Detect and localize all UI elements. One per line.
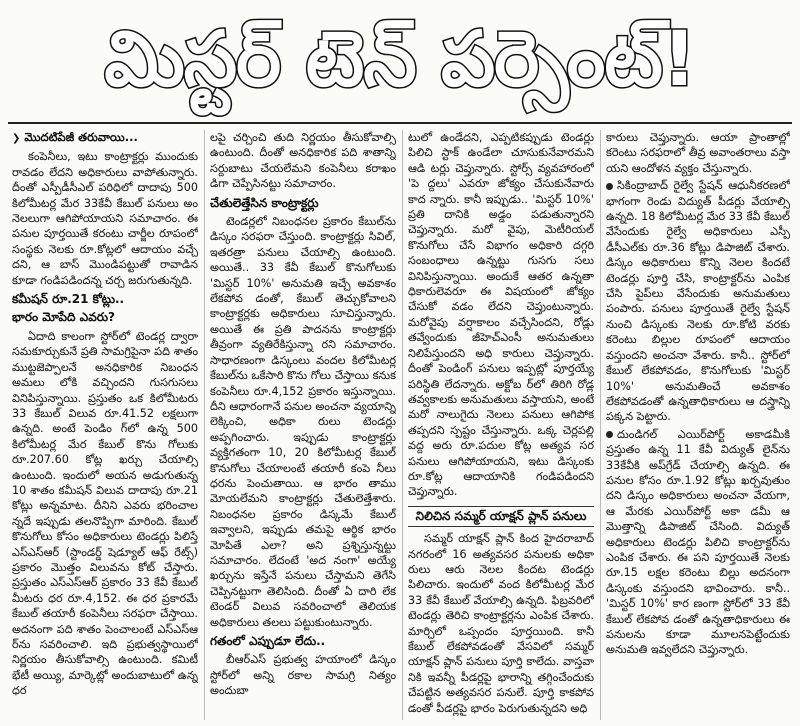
paragraph: బీఆర్ఎస్ ప్రభుత్వ హయాంలో డిస్కం స్టోర్‌లో అన్ని రకాల సామగ్రి నిత్యం అందుబా xyxy=(210,653,396,698)
bullet-icon xyxy=(606,431,613,438)
column-divider xyxy=(600,130,601,720)
paragraph: సికింద్రాబాద్ రైల్వే స్టేషన్ ఆధునీకరణలో భాగంగా రెండు విద్యుత్ పీడర్లు వేయాల్సి ఉన్నది. 18 కిలోమీటర్ల మేర 33 కేవీ కేబుల్ వేసేందుకు రైల్వే అధికారులు ఎస్పీ డీసీఎల్‌కు రూ.36 కోట్లు డిపాజిట్ చేశారు. డిస్కం అధికారులు కొన్ని నెలల కిందటే టెండర్లు పూర్తి చేసి, కాంట్రాక్టర్‌ను ఎంపిక చేసి పైప్‌లు వేసేందుకు అనుమతులు పంపారు. పనులు పూర్తయితే రైల్వే స్టేషన్ నుంచి డిస్కంకు నెలకు రూ.కోటి వరకు కరెంటు బిల్లుల రూపంలో ఆదాయం వస్తుందని అంచనా వేశారు. కానీ.. స్టోర్‌లో కేబుల్ లేకపోవడం, కొనుగోలుకు 'మిస్టర్ 10%' అనుమతించే అవకాశం లేకపోవడంతో ఉన్నతాధికారులు ఆ దస్త్రాన్ని పక్కన పెట్టారు. xyxy=(606,179,790,424)
subheading: గతంలో ఎప్పుడూ లేదు.. xyxy=(210,634,326,648)
column-divider xyxy=(402,130,403,720)
subheading: కమీషన్ రూ.21 కోట్లు.. xyxy=(12,292,125,307)
paragraph: లపై చర్చించి తుది నిర్ణయం తీసుకోవాల్సి ఉంటుంది. దీంతో అనధికారిక పది శాతాన్ని సర్దుబాటు చేయలేమని కంపెనీలు కరాఖం డిగా చెప్పేసినట్టు సమాచారం. xyxy=(210,131,396,191)
headline: మిస్టర్ టెన్ పర్సెంట్! xyxy=(104,14,696,103)
paragraph: ఏదాది కాలంగా స్టోర్‌లో టెండర్ల ద్వారా సమకూర్చుకునే ప్రతి సామగ్రిపైనా పది శాతం ముట్టజెప్పాలనే అనధికారిక నిబంధన అమలు లోకి వచ్చిందని గుసగుసలు వినిపిస్తున్నాయి. ప్రస్తుతం ఒక కిలోమీటరు 33 కేబుల్ విలువ రూ.41.52 లక్షలుగా ఉన్నది. అంటే పెండిం గ్‌లో ఉన్న 500 కిలోమీటర్ల మేర కేబుల్ కొను గోలుకు రూ.207.60 కోట్ల ఖర్చు చేయాల్సి ఉంటుంది. ఇందులో అయన అడుగుతున్న 10 శాతం కమీషన్ విలువ దాదాపు రూ.21 కోట్లు అన్నమాట. దీనిని ఎవరు భరించాల న్నదే ఇప్పుడు తలనొప్పిగా మారింది. కేబుల్ కొనుగోలు కోసం అధికారులు టెండర్లు పిలిస్తే ఎస్ఎస్ఆర్ (స్టాండర్డ్ షెడ్యూల్ ఆఫ్ రేట్స్) ప్రకారం మొత్తం విలువను కోట్ చేస్తారు. ప్రస్తుతం ఎస్ఎస్ఆర్ ప్రకారం 33 కేవీ కేబుల్ మీటరు ధర రూ.4,152. ఈ ధర ప్రకారమే కేబుల్ తయారీ కంపెనీలు సరఫరా చేస్తాయి. అదనంగా పది శాతం పెంచాలంటే ఎస్ఎస్ఆ ర్‌ను సవరించాలి. ఇది ప్రభుత్వస్థాయిలో నిర్ణయం తీసుకోవాల్సి ఉంటుంది. కమిటీ భేటీ అయ్యి, మార్కెట్లో అందుబాటులో ఉన్న ధర xyxy=(12,329,198,698)
kicker-text: మొదటిపేజీ తరువాయి... xyxy=(24,130,138,144)
paragraph: దుండిగల్ ఎయిర్‌పోర్ట్ అకాడమీకి ప్రస్తుతం ఉన్న 11 కేవీ విద్యుత్ లైన్‌ను 33కేవీకి అప్‌గ్రేడ్ చేయాల్సి ఉన్నది. ఈ పనుల కోసం రూ.1.92 కోట్లు ఖర్చవుతుం దని డిస్కం అధికారులు అంచనా వేయగా, ఆ మేరకు ఎయిర్‌పోర్ట్ అకా డమీ ఆ మొత్తాన్ని డిపాజిట్ చేసింది. విద్యుత్ అధికారులు టెండర్లు పిలిచి కాంట్రాక్టర్‌ను ఎంపిక చేశారు. ఈ పని పూర్తయితే నెలకు రూ.15 లక్షల కరెంటు బిల్లు అదనంగా డిస్కంకు వస్తుందని భావించారు. కానీ.. 'మిస్టర్ 10%' కార ణంగా స్టోర్‌లో 33 కేవీ కేబుల్ లేకపోవ డంతో ఉన్నతాధికారులు ఈ పనులను కూడా మూలనపెట్టేందుకు అనుమతి ఇవ్వలేదని చెప్తున్నారు. xyxy=(606,427,790,657)
kicker xyxy=(12,130,198,146)
bullet-icon xyxy=(606,183,613,190)
subheading: చేతులెత్తేసిన కాంట్రాక్టర్లు xyxy=(210,195,319,210)
column-4 xyxy=(606,130,790,720)
chevron-right-icon: ❯ xyxy=(12,133,21,144)
column-3 xyxy=(408,130,594,720)
headline-rule xyxy=(8,122,792,124)
paragraph: టెండర్లలో నిబంధనల ప్రకారం కేబుల్‌ను డిస్కం సరఫరా చేస్తుంది. కాంట్రాక్టర్లు సివిల్, ఇతరత్రా పనులు చేయాల్సి ఉంటుంది. అయితే.. 33 కేవీ కేబుల్ కొనుగోలుకు 'మిస్టర్ 10%' అనుమతి ఇచ్చే అవకాశం లేకపోవ డంతో, కేబుల్ తెచ్చుకోవాలని కాంట్రాక్టర్లకు అధికారులు సూచిస్తున్నారు. అయితే ఈ ప్రతి పాదనను కాంట్రాక్టర్లు తీవ్రంగా వ్యతిరేకిస్తున్నా రని సమాచారం. సాధారణంగా డిస్కంలు వందల కిలోమీటర్ల కేబుల్‌ను ఒకేసారి కొను గోలు చేస్తాయి కనుక కంపెనీలు రూ.4,152 ప్రకారం ఇస్తున్నాయి. దీని ఆధారంగానే పనుల అంచనా వ్యయాన్ని లెక్కించి, అధికా రులు టెండర్లు అప్పగించారు. ఇప్పుడు కాంట్రాక్టర్లు వ్యక్తిగతంగా 10, 20 కిలోమీటర్ల కేబుల్ కొనుగోలు చేయాలంటే తయారీ కంపె నీలు ధరను పెంచుతాయి. ఆ భారం తాము మోయలేమని కాంట్రాక్టర్లు చేతులెత్తేశారు. నిబంధనల ప్రకారం డిస్కమే కేబుల్ ఇవ్వాలని, ఇప్పుడు తమపై ఆర్థిక భారం మోపితే ఎలా? అని ప్రశ్నిస్తున్నట్టు సమాచారం. లేదంటే 'అద నంగా' అయ్యే ఖర్చును ఇస్తేనే పనులు చేస్తామని తెగేసి చెప్పినట్టుగా తెలిసింది. దీంతో ఏ దారి లేక టెండర్ విలువ సవరించాలో తెలియక అధికారులు తలలు పట్టుకుంటున్నారు. xyxy=(210,215,396,629)
paragraph: కంపెనీలు, ఇటు కాంట్రాక్టర్లు ముందుకు రావడం లేదని అధికారులు వాపోతున్నారు. దీంతో ఎస్పీడీసీఎల్ పరిధిలో దాదాపు 500 కిలోమీటర్ల మేర 33కేవీ కేబుల్ పనులు అం నెలలుగా ఆగిపోయాయని సమాచారం. ఈ పనుల పూర్తయితే కరంటు చార్జీల రూపంలో సంస్థకు నెలకు రూ.కోట్లలో ఆదాయం వచ్చే దని, ఆ బాస్ మొండిపట్టుతో రావాడిన కూడా గండిపడిందన్న చర్చ జరుగుతున్నది. xyxy=(12,150,198,287)
column-1 xyxy=(12,130,198,720)
subheading: భారం మోపేది ఎవరు? xyxy=(12,310,115,325)
column-divider xyxy=(204,130,205,720)
paragraph: సమ్మర్ యాక్షన్ ప్లాన్ కింద హైదరాబాద్ నగరంలో 16 అత్యవసర పనులకు అధికా రులు ఆరు నెలల కిందట టెండర్లు పిలిచారు. ఇందులో వంద కిలోమీటర్ల మేర 33 కేవీ కేబుల్ వేయాల్సి ఉన్నది. ఫిబ్రవరిలో టెండర్లు తెరిచి కాంట్రాక్టర్లను ఎంపిక చేశారు. మార్చిలో ఒప్పందం పూర్తయింది. కానీ కేబుల్ లేకపోవడంతో వేసవిలో సమ్మర్ యాక్షన్ ప్లాన్ పనులు పూర్తి కాలేదు. వాస్తవా నికి ఇవన్నీ పీడర్లపై భారాన్ని తగ్గించేందుకు చేపట్టిన అత్యవసర పనులే. పూర్తి కాకపోవ డంతో పీడర్లపై భారం పెరుగుతున్నదని అధి xyxy=(408,532,594,715)
column-2 xyxy=(210,130,396,720)
paragraph: టులో ఉండేదని, ఎప్పటికప్పుడు టెండర్లు పిలిచి స్టాక్ ఉండేలా చూసుకునేవారమని ఆడి టర్లు చెప్తున్నారు. స్టోర్స్ వ్యవహారంలో 'పె ద్దలు' ఎవరూ జోక్యం చేసుకునేవారు కాద న్నారు. కానీ ఇప్పుడు.. 'మిస్టర్ 10%' ప్రతి దానికి అడ్డం పడుతున్నారని చెప్తున్నారు. మరో వైపు, మెటీరియల్ కొనుగోలు చేసే విభాగం అధికారి దగ్గరి సంబంధాలు ఉన్నట్టు గుసగు సలు వినిపిస్తున్నాయి. అందుకే ఆతర ఉన్నతా ధికారులెవరూ ఈ విషయంలో జోక్యం చేసుకో వడం లేదని చెప్తుంటున్నారు. మరోవైపు వర్షాకాలం వచ్చేసిందని, రోడ్లు తవ్వేందుకు జీహెచ్ఎంసీ అనుమతులు నిలిపేస్తుందని అధి కారులు చెప్తున్నారు. దీంతో పెండింగ్ పనులు ఇప్పట్లో పూర్తయ్యే పరిస్థితి లేదన్నారు. అక్టోబ ర్‌లో తిరిగి రోడ్ల తవ్వకాలకు అనుమతులు వస్తాయని, అంటే మరో నాలుగైదు నెలలు పనులు ఆగిపోక తప్పదని స్పష్టం చేస్తున్నారు. ఒక్క చెర్లపల్లి వద్ద అరు రూ.పదుల కోట్ల అత్యవ సర పనులు ఆగిపోయాయని, ఇటు డిస్కంకు రూ.కోట్ల ఆదాయానికి గండిపడిందని చెప్తున్నారు. xyxy=(408,131,594,499)
subheading: నిలిచిన సమ్మర్ యాక్షన్ ప్లాన్ పనులు xyxy=(408,506,594,527)
paragraph: కారులు చెప్తున్నారు. ఆయా ప్రాంతాల్లో కరెంటు సరఫరాలో తీవ్ర అవాంతరాలు వస్తా యని ఆందోళన వ్యక్తం చేస్తున్నారు. xyxy=(606,131,790,175)
